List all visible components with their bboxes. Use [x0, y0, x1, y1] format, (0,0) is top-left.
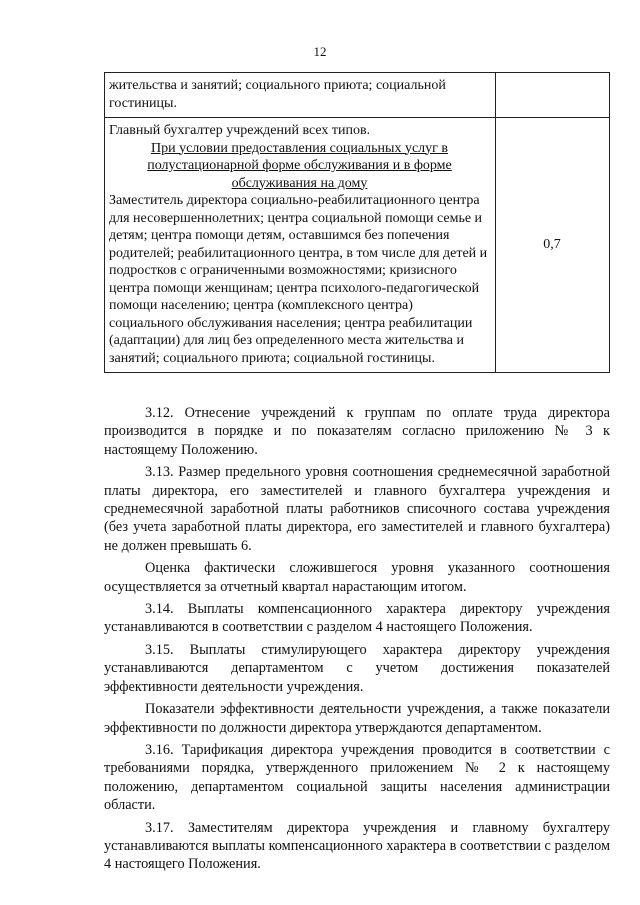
condition-heading: При условии предоставления социальных услуг в полустационарной форме обслуживания и в форме обслуживания на дому [147, 140, 452, 191]
table-row [105, 118, 610, 373]
page-number: 12 [313, 44, 327, 59]
position-cell [105, 73, 496, 118]
paragraph: 3.12. Отнесение учреждений к группам по оплате труда директора производится в порядке и по показателям согласно приложению № 3 к настоящему Положению. [104, 405, 610, 458]
paragraph: 3.16. Тарификация директора учреждения проводится в соответствии с требованиями порядка, утвержденного приложением № 2 к настоящему положению, департаментом социальной защиты населения администрации области. [104, 741, 610, 814]
coefficient-value: 0,7 [543, 236, 561, 252]
paragraph: Показатели эффективности деятельности учреждения, а также показатели эффективности по должности директора утверждаются департаментом. [104, 701, 610, 736]
position-text: жительства и занятий; социального приюта; социальной гостиницы. [109, 78, 446, 111]
paragraph: 3.13. Размер предельного уровня соотношения среднемесячной заработной платы директора, его заместителей и главного бухгалтера учреждения и среднемесячной заработной платы работников списочного состава учреждения (без учета заработной платы директора, его заместителей и главного бухгалтера) не должен превышать 6. [104, 464, 610, 554]
paragraph: Оценка фактически сложившегося уровня указанного соотношения осуществляется за отчетный квартал нарастающим итогом. [104, 560, 610, 595]
coefficient-cell [496, 118, 610, 373]
coefficient-table [104, 72, 610, 373]
position-text: Заместитель директора социально-реабилитационного центра для несовершеннолетних; центра социальной помощи семье и детям; центра помощи детям, оставшимся без попечения родителей; реабилитационного центра, в том числе для детей и подростков с ограниченными возможностями; кризисного центра помощи женщинам; центра психолого-педагогической помощи населению; центра (комплексного центра) социального обслуживания населения; центра реабилитации (адаптации) для лиц без определенного места жительства и занятий; социального приюта; социальной гостиницы. [109, 193, 488, 366]
paragraph: 3.17. Заместителям директора учреждения и главному бухгалтеру устанавливаются выплаты компенсационного характера в соответствии с разделом 4 настоящего Положения. [104, 819, 610, 873]
position-cell [105, 118, 496, 373]
table-row [105, 73, 610, 118]
paragraph: 3.14. Выплаты компенсационного характера директору учреждения устанавливаются в соответствии с разделом 4 настоящего Положения. [104, 601, 610, 636]
coefficient-cell [496, 73, 610, 118]
paragraph: 3.15. Выплаты стимулирующего характера директору учреждения устанавливаются департаментом с учетом достижения показателей эффективности деятельности учреждения. [104, 641, 610, 695]
body-text [104, 404, 610, 878]
position-line: Главный бухгалтер учреждений всех типов. [109, 123, 371, 138]
